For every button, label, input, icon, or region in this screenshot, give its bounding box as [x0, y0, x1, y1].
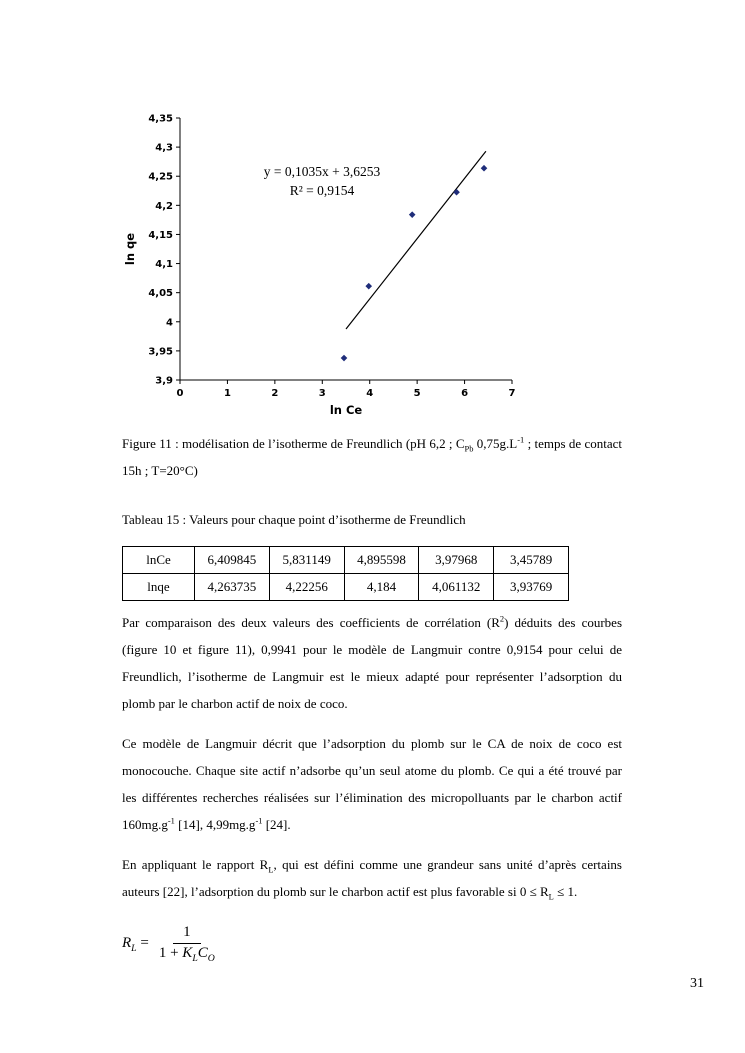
svg-text:ln Ce: ln Ce — [329, 403, 363, 417]
svg-text:R² = 0,9154: R² = 0,9154 — [289, 183, 355, 198]
freundlich-values-table — [122, 546, 569, 601]
paragraph-langmuir-model: Ce modèle de Langmuir décrit que l’adsorption du plomb sur le CA de noix de coco est monocouche. Chaque site actif n’adsorbe qu’un seul atome du plomb. Ce qui a été trouvé par les différentes recherches réalisées sur l’élimination des micropolluants par le charbon actif $160mg.g^{-1}$ [14], $4,99mg.g^{-1}$ [24]. — [122, 736, 622, 832]
table-cell: 6,409845 — [195, 547, 270, 574]
svg-text:7: 7 — [508, 388, 516, 399]
freundlich-scatter-chart — [122, 104, 522, 422]
svg-text:3,95: 3,95 — [148, 346, 173, 358]
row-header: lnqe — [123, 574, 195, 601]
table-cell: 5,831149 — [269, 547, 344, 574]
paragraph-comparison: Par comparaison des deux valeurs des coefficients de corrélation $(R^2)$ déduits des courbes (figure 10 et figure 11), 0,9941 pour le modèle de Langmuir contre 0,9154 pour celui de Freundlich, l’isotherme de Langmuir est le mieux adapté pour représenter l’adsorption du plomb par le charbon actif de noix de coco. — [122, 613, 622, 711]
svg-text:4: 4 — [366, 388, 374, 399]
svg-text:3: 3 — [318, 388, 326, 399]
svg-text:y = 0,1035x + 3,6253: y = 0,1035x + 3,6253 — [263, 164, 381, 179]
svg-text:4: 4 — [166, 317, 173, 329]
table-cell: 3,93769 — [494, 574, 569, 601]
formula-denominator: $1 + K_LC_O$ — [158, 944, 215, 964]
page-number: 31 — [690, 976, 704, 991]
svg-text:4,3: 4,3 — [155, 142, 173, 154]
svg-text:ln qe: ln qe — [123, 232, 137, 266]
svg-text:4,25: 4,25 — [148, 171, 173, 183]
page-content — [122, 104, 622, 963]
svg-text:3,9: 3,9 — [155, 375, 173, 387]
formula-numerator: 1 — [173, 923, 201, 944]
svg-text:4,35: 4,35 — [148, 113, 173, 125]
table-cell: 4,184 — [344, 574, 419, 601]
table-cell: 4,895598 — [344, 547, 419, 574]
svg-text:6: 6 — [461, 388, 469, 399]
paragraph-rl-ratio: En appliquant le rapport $R_L$, qui est défini comme une grandeur sans unité d’après certains auteurs [22], l’adsorption du plomb sur le charbon actif est plus favorable si $0 \le R_L \le 1$. — [122, 857, 622, 902]
svg-text:4,05: 4,05 — [148, 288, 173, 300]
rl-formula — [122, 923, 622, 963]
svg-text:4,1: 4,1 — [155, 259, 173, 271]
formula-fraction — [157, 923, 217, 963]
table-cell: 4,061132 — [419, 574, 494, 601]
formula-lhs: $R_L$ = — [122, 934, 149, 954]
svg-text:5: 5 — [413, 388, 421, 399]
svg-text:4,15: 4,15 — [148, 229, 173, 241]
svg-text:0: 0 — [176, 388, 184, 399]
table-row-lnce — [123, 547, 569, 574]
table-title: Tableau 15 : Valeurs pour chaque point d’isotherme de Freundlich — [122, 512, 466, 527]
svg-text:2: 2 — [271, 388, 279, 399]
table-cell: 3,97968 — [419, 547, 494, 574]
svg-text:1: 1 — [223, 388, 231, 399]
svg-text:4,2: 4,2 — [155, 200, 173, 212]
figure-caption: Figure 11 : modélisation de l’isotherme de Freundlich (pH 6,2 ; $C_{Pb}$ $0,75g.L^{-1}$ ; temps de contact 15h ; T=20°C) — [122, 434, 623, 478]
table-cell: 4,22256 — [269, 574, 344, 601]
table-row-lnqe — [123, 574, 569, 601]
table-cell: 3,45789 — [494, 547, 569, 574]
row-header: lnCe — [123, 547, 195, 574]
table-cell: 4,263735 — [195, 574, 270, 601]
